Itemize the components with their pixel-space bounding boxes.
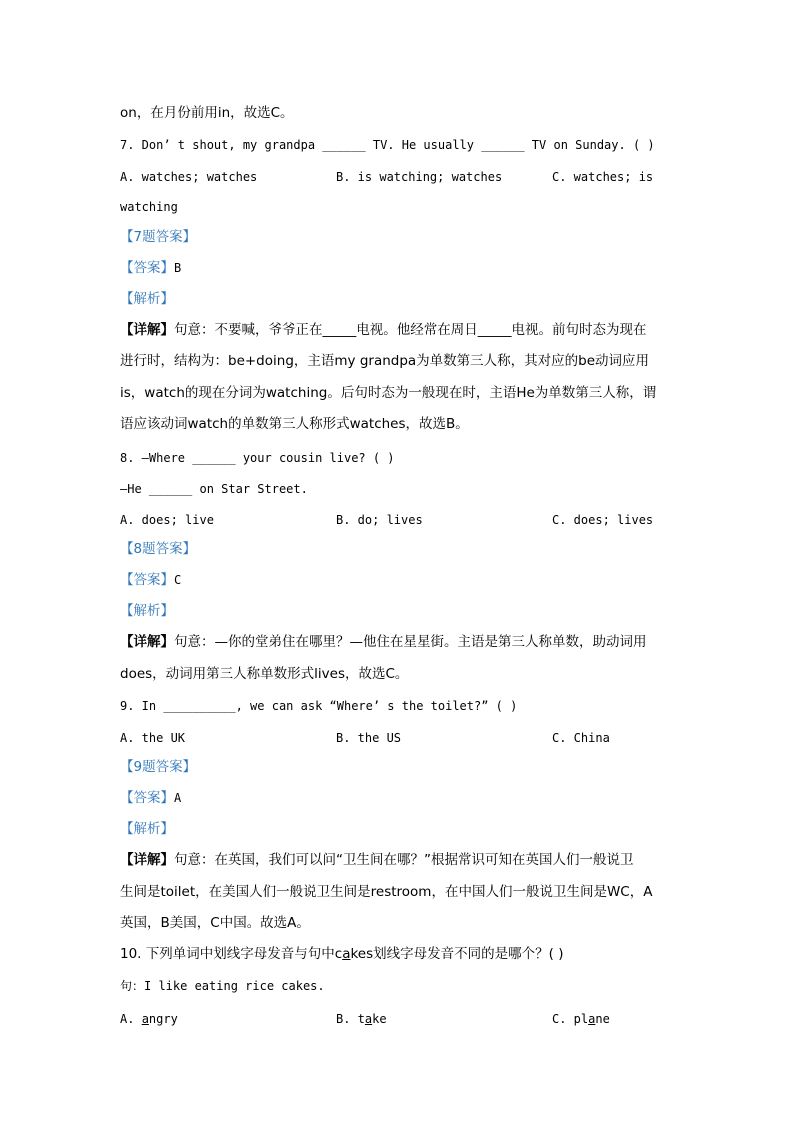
q10-option-a: A. angry bbox=[120, 1012, 178, 1026]
q6-explanation-tail: on，在月份前用in，故选C。 bbox=[120, 105, 294, 121]
q9-answer: A bbox=[174, 791, 182, 805]
q9-detail-line: 句意：在英国，我们可以问“卫生间在哪？”根据常识可知在英国人们一般说卫 bbox=[174, 852, 634, 868]
analysis-label: 【解析】 bbox=[120, 291, 174, 307]
q8-detail-line: 句意：—你的堂弟住在哪里？—他住在星星街。主语是第三人称单数，助动词用 bbox=[174, 634, 647, 650]
q9-detail-line: 英国，B美国，C中国。故选A。 bbox=[120, 915, 310, 931]
q10-underlined-letter: a bbox=[342, 946, 351, 962]
q7-option-a: A. watches; watches bbox=[120, 170, 258, 184]
q7-option-c: C. watches; is bbox=[552, 170, 654, 184]
q7-option-c-wrap: watching bbox=[120, 200, 178, 214]
q7-detail-line: 句意：不要喊，爷爷正在_____电视。他经常在周日_____电视。前句时态为现在 bbox=[174, 322, 647, 338]
q7-answer: B bbox=[174, 261, 182, 275]
detail-label: 【详解】 bbox=[120, 322, 174, 338]
q7-option-b: B. is watching; watches bbox=[336, 170, 503, 184]
q9-option-b: B. the US bbox=[336, 731, 402, 745]
q10-question bbox=[120, 946, 563, 962]
answer-label: 【答案】 bbox=[120, 572, 174, 588]
q10-sentence: 句：I like eating rice cakes. bbox=[120, 979, 325, 993]
analysis-label: 【解析】 bbox=[120, 821, 174, 837]
detail-label: 【详解】 bbox=[120, 634, 174, 650]
q9-option-a: A. the UK bbox=[120, 731, 186, 745]
answer-label: 【答案】 bbox=[120, 260, 174, 276]
q10-option-b: B. take bbox=[336, 1012, 387, 1026]
q7-detail-line: 进行时，结构为：be+doing，主语my grandpa为单数第三人称，其对应的be动词应用 bbox=[120, 353, 650, 369]
q8-option-a: A. does; live bbox=[120, 513, 214, 527]
q10-question-text: kes划线字母发音不同的是哪个？( ) bbox=[350, 946, 564, 962]
q8-option-b: B. do; lives bbox=[336, 513, 423, 527]
q7-detail-line: is，watch的现在分词为watching。后句时态为一般现在时，主语He为单数第三人称，谓 bbox=[120, 385, 657, 401]
q8-option-c: C. does; lives bbox=[552, 513, 654, 527]
q7-question: 7. Don’ t shout, my grandpa ______ TV. He usually ______ TV on Sunday. ( ) bbox=[120, 138, 655, 152]
q9-detail-line: 生间是toilet，在美国人们一般说卫生间是restroom，在中国人们一般说卫生间是WC，A bbox=[120, 884, 653, 900]
analysis-label: 【解析】 bbox=[120, 603, 174, 619]
q8-detail-line: does，动词用第三人称单数形式lives，故选C。 bbox=[120, 666, 409, 682]
q9-question: 9. In __________, we can ask “Where’ s the toilet?” ( ) bbox=[120, 699, 518, 713]
q7-answer-header: 【7题答案】 bbox=[120, 229, 197, 245]
q8-question: 8. —Where ______ your cousin live? ( ) bbox=[120, 451, 395, 465]
q9-option-c: C. China bbox=[552, 731, 610, 745]
detail-label: 【详解】 bbox=[120, 852, 174, 868]
q8-answer: C bbox=[174, 573, 182, 587]
answer-label: 【答案】 bbox=[120, 790, 174, 806]
q10-option-c: C. plane bbox=[552, 1012, 610, 1026]
q10-question-text: 10. 下列单词中划线字母发音与句中c bbox=[120, 946, 343, 962]
q9-answer-header: 【9题答案】 bbox=[120, 759, 197, 775]
q8-answer-header: 【8题答案】 bbox=[120, 541, 197, 557]
q7-detail-line: 语应该动词watch的单数第三人称形式watches，故选B。 bbox=[120, 416, 469, 432]
q8-question-2: —He ______ on Star Street. bbox=[120, 482, 308, 496]
